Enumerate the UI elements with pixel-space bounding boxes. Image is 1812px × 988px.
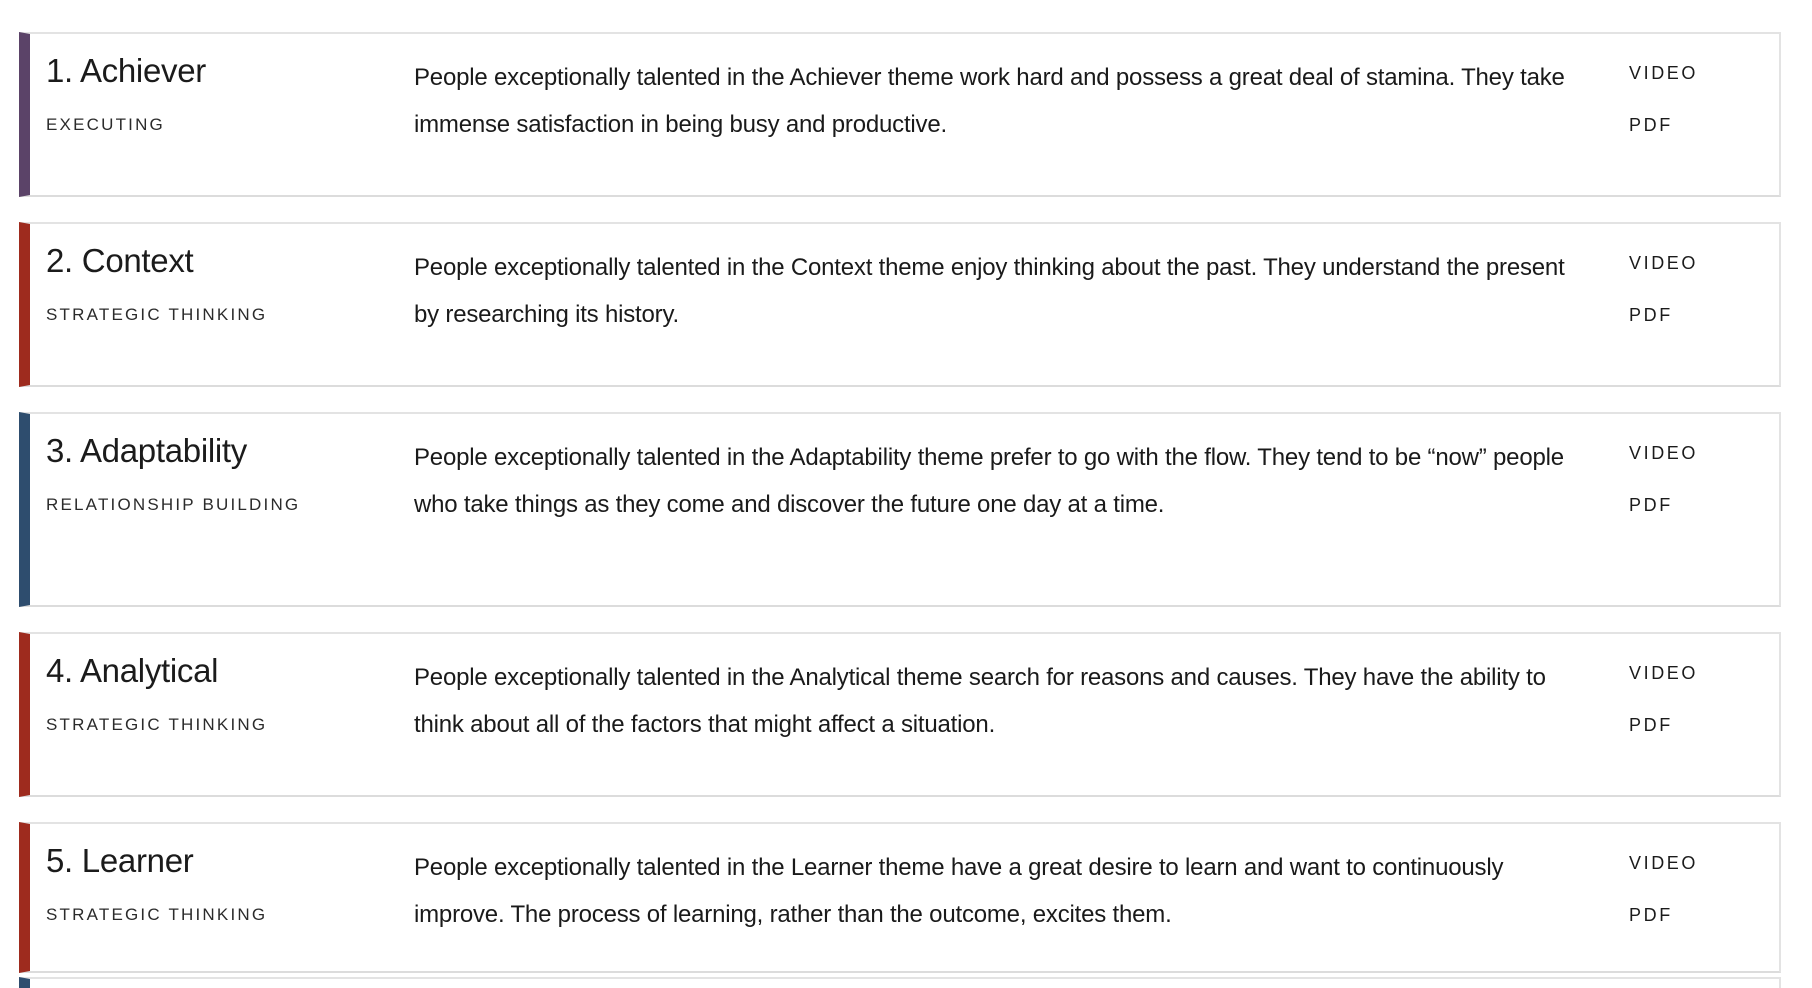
theme-category-label: RELATIONSHIP BUILDING [46, 495, 301, 514]
theme-card-achiever [19, 32, 1781, 197]
video-link[interactable]: VIDEO [1629, 443, 1699, 463]
video-link[interactable]: VIDEO [1629, 853, 1699, 873]
video-link[interactable]: VIDEO [1629, 253, 1699, 273]
theme-description: People exceptionally talented in the Context theme enjoy thinking about the past. They understand the present by researching its history. [414, 254, 1565, 328]
theme-title: 5. Learner [46, 842, 194, 879]
theme-card-heading [30, 224, 414, 345]
video-link[interactable]: VIDEO [1629, 63, 1699, 83]
theme-category-label: STRATEGIC THINKING [46, 715, 268, 734]
pdf-link[interactable]: PDF [1629, 115, 1673, 135]
theme-title: 3. Adaptability [46, 432, 247, 469]
theme-category-label: STRATEGIC THINKING [46, 305, 268, 324]
theme-title: 4. Analytical [46, 652, 219, 689]
next-theme-card-peek [19, 977, 1781, 988]
pdf-link[interactable]: PDF [1629, 715, 1673, 735]
theme-description: People exceptionally talented in the Learner theme have a great desire to learn and want to continuously improve. The process of learning, rather than the outcome, excites them. [414, 854, 1504, 928]
theme-card-heading [30, 824, 414, 945]
theme-resource-links [1629, 34, 1779, 136]
theme-category-label: STRATEGIC THINKING [46, 905, 268, 924]
theme-card-heading [30, 634, 414, 755]
theme-description: People exceptionally talented in the Adaptability theme prefer to go with the flow. They tend to be “now” people who take things as they come and discover the future one day at a time. [414, 444, 1564, 518]
theme-card-analytical [19, 632, 1781, 797]
theme-card-heading [30, 34, 414, 155]
theme-resource-links [1629, 824, 1779, 926]
theme-card-context [19, 222, 1781, 387]
theme-title: 1. Achiever [46, 52, 206, 89]
theme-card-heading [30, 414, 414, 535]
theme-resource-links [1629, 634, 1779, 736]
theme-title: 2. Context [46, 242, 194, 279]
theme-category-label: EXECUTING [46, 115, 165, 134]
video-link[interactable]: VIDEO [1629, 663, 1699, 683]
theme-card-learner [19, 822, 1781, 973]
theme-resource-links [1629, 224, 1779, 326]
theme-description: People exceptionally talented in the Achiever theme work hard and possess a great deal of stamina. They take immense satisfaction in being busy and productive. [414, 64, 1565, 138]
theme-card-adaptability [19, 412, 1781, 607]
pdf-link[interactable]: PDF [1629, 305, 1673, 325]
theme-resource-links [1629, 414, 1779, 516]
pdf-link[interactable]: PDF [1629, 905, 1673, 925]
theme-description: People exceptionally talented in the Analytical theme search for reasons and causes. They have the ability to think about all of the factors that might affect a situation. [414, 664, 1546, 738]
pdf-link[interactable]: PDF [1629, 495, 1673, 515]
